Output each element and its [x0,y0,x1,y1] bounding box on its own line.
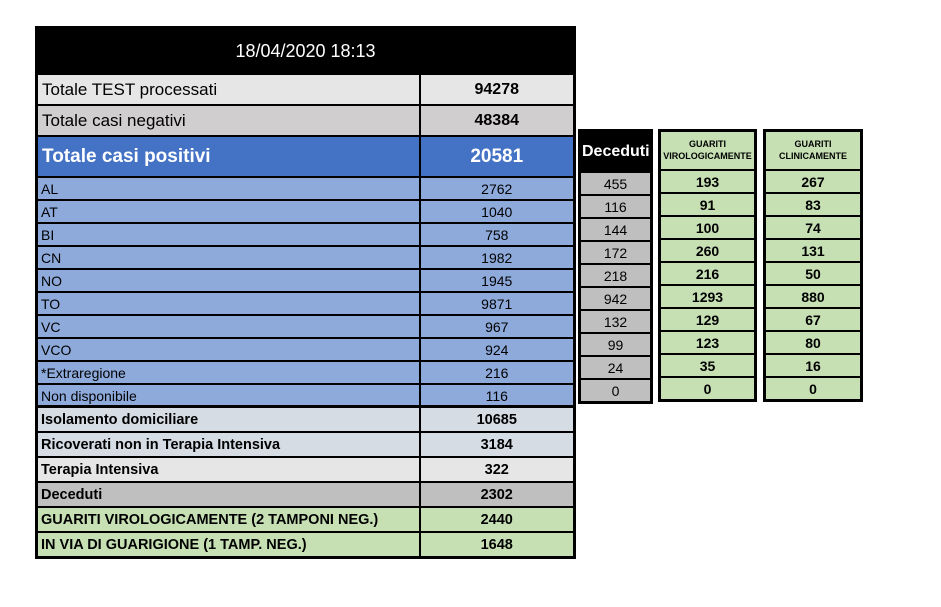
total-negatives-label: Totale casi negativi [37,105,420,136]
table-row [37,315,575,338]
province-recovered-vir: 129 [660,308,756,331]
table-row [580,264,652,287]
table-row [37,482,575,507]
province-positives: 9871 [420,292,575,315]
province-recovered-vir: 35 [660,354,756,377]
province-recovered-clin: 131 [765,239,862,262]
table-row [580,172,652,195]
province-recovered-clin: 74 [765,216,862,239]
recovered-virologically-total-label: GUARITI VIROLOGICAMENTE (2 TAMPONI NEG.) [37,507,420,532]
province-deaths: 218 [580,264,652,287]
province-recovered-vir: 193 [660,170,756,193]
total-negatives-value: 48384 [420,105,575,136]
table-row [37,74,575,105]
table-row [37,338,575,361]
table-row [37,105,575,136]
table-row [580,356,652,379]
province-positives: 1040 [420,200,575,223]
table-row [660,354,756,377]
table-row [660,262,756,285]
recovered-virologically-column [658,129,757,402]
recovering-total-label: IN VIA DI GUARIGIONE (1 TAMP. NEG.) [37,532,420,558]
province-name: TO [37,292,420,315]
province-name: AT [37,200,420,223]
table-row [660,131,756,171]
deaths-total-label: Deceduti [37,482,420,507]
icu-label: Terapia Intensiva [37,457,420,482]
recovered-clinically-header: GUARITI CLINICAMENTE [765,131,862,171]
table-row [37,246,575,269]
province-recovered-clin: 0 [765,377,862,401]
table-row [660,331,756,354]
recovered-virologically-total-value: 2440 [420,507,575,532]
table-row [580,379,652,403]
province-name: NO [37,269,420,292]
table-row [660,170,756,193]
table-row [660,216,756,239]
table-row [37,177,575,200]
table-row [765,131,862,171]
recovering-total-value: 1648 [420,532,575,558]
province-positives: 967 [420,315,575,338]
table-row [37,457,575,482]
table-row [37,432,575,457]
total-tests-value: 94278 [420,74,575,105]
province-recovered-clin: 67 [765,308,862,331]
table-row [765,216,862,239]
table-row [37,223,575,246]
patient-status-summary-table [35,405,576,559]
hospitalized-non-icu-label: Ricoverati non in Terapia Intensiva [37,432,420,457]
table-row [37,28,575,75]
table-row [765,193,862,216]
province-deaths: 942 [580,287,652,310]
table-row [580,195,652,218]
province-name: CN [37,246,420,269]
province-recovered-vir: 100 [660,216,756,239]
province-positives: 1982 [420,246,575,269]
main-cases-table [35,26,576,409]
table-row [580,333,652,356]
recovered-virologically-header: GUARITI VIROLOGICAMENTE [660,131,756,171]
table-row [37,407,575,433]
province-deaths: 99 [580,333,652,356]
province-name: AL [37,177,420,200]
deaths-total-value: 2302 [420,482,575,507]
province-deaths: 132 [580,310,652,333]
province-deaths: 24 [580,356,652,379]
table-row [37,384,575,408]
table-row [660,239,756,262]
province-recovered-vir: 216 [660,262,756,285]
home-isolation-value: 10685 [420,407,575,433]
province-recovered-vir: 123 [660,331,756,354]
province-positives: 1945 [420,269,575,292]
table-row [37,532,575,558]
table-row [37,200,575,223]
table-row [580,241,652,264]
hospitalized-non-icu-value: 3184 [420,432,575,457]
table-row [765,285,862,308]
icu-value: 322 [420,457,575,482]
province-positives: 216 [420,361,575,384]
total-positives-label: Totale casi positivi [37,136,420,177]
table-row [37,292,575,315]
province-recovered-clin: 80 [765,331,862,354]
table-row [765,331,862,354]
province-recovered-vir: 1293 [660,285,756,308]
table-row [37,507,575,532]
province-name: *Extraregione [37,361,420,384]
table-row [765,354,862,377]
table-row [580,310,652,333]
table-row [37,136,575,177]
province-recovered-clin: 50 [765,262,862,285]
province-recovered-clin: 880 [765,285,862,308]
province-positives: 924 [420,338,575,361]
province-name: BI [37,223,420,246]
table-row [765,377,862,401]
table-row [765,170,862,193]
table-row [37,269,575,292]
province-deaths: 172 [580,241,652,264]
province-recovered-vir: 0 [660,377,756,401]
table-row [580,218,652,241]
province-deaths: 455 [580,172,652,195]
table-row [660,285,756,308]
province-recovered-clin: 16 [765,354,862,377]
recovered-clinically-column [763,129,863,402]
table-row [660,308,756,331]
total-positives-value: 20581 [420,136,575,177]
province-recovered-vir: 91 [660,193,756,216]
table-row [765,308,862,331]
province-positives: 116 [420,384,575,408]
province-recovered-vir: 260 [660,239,756,262]
table-row [660,377,756,401]
province-positives: 2762 [420,177,575,200]
table-row [580,287,652,310]
province-positives: 758 [420,223,575,246]
home-isolation-label: Isolamento domiciliare [37,407,420,433]
province-deaths: 144 [580,218,652,241]
table-row [660,193,756,216]
province-deaths: 116 [580,195,652,218]
table-row [765,239,862,262]
table-row [37,361,575,384]
table-row [765,262,862,285]
province-name: Non disponibile [37,384,420,408]
table-row [580,131,652,173]
deaths-column [578,129,653,404]
report-datetime: 18/04/2020 18:13 [37,28,575,75]
province-recovered-clin: 83 [765,193,862,216]
province-deaths: 0 [580,379,652,403]
deaths-column-header: Deceduti [580,131,652,173]
province-name: VCO [37,338,420,361]
province-name: VC [37,315,420,338]
total-tests-label: Totale TEST processati [37,74,420,105]
province-recovered-clin: 267 [765,170,862,193]
